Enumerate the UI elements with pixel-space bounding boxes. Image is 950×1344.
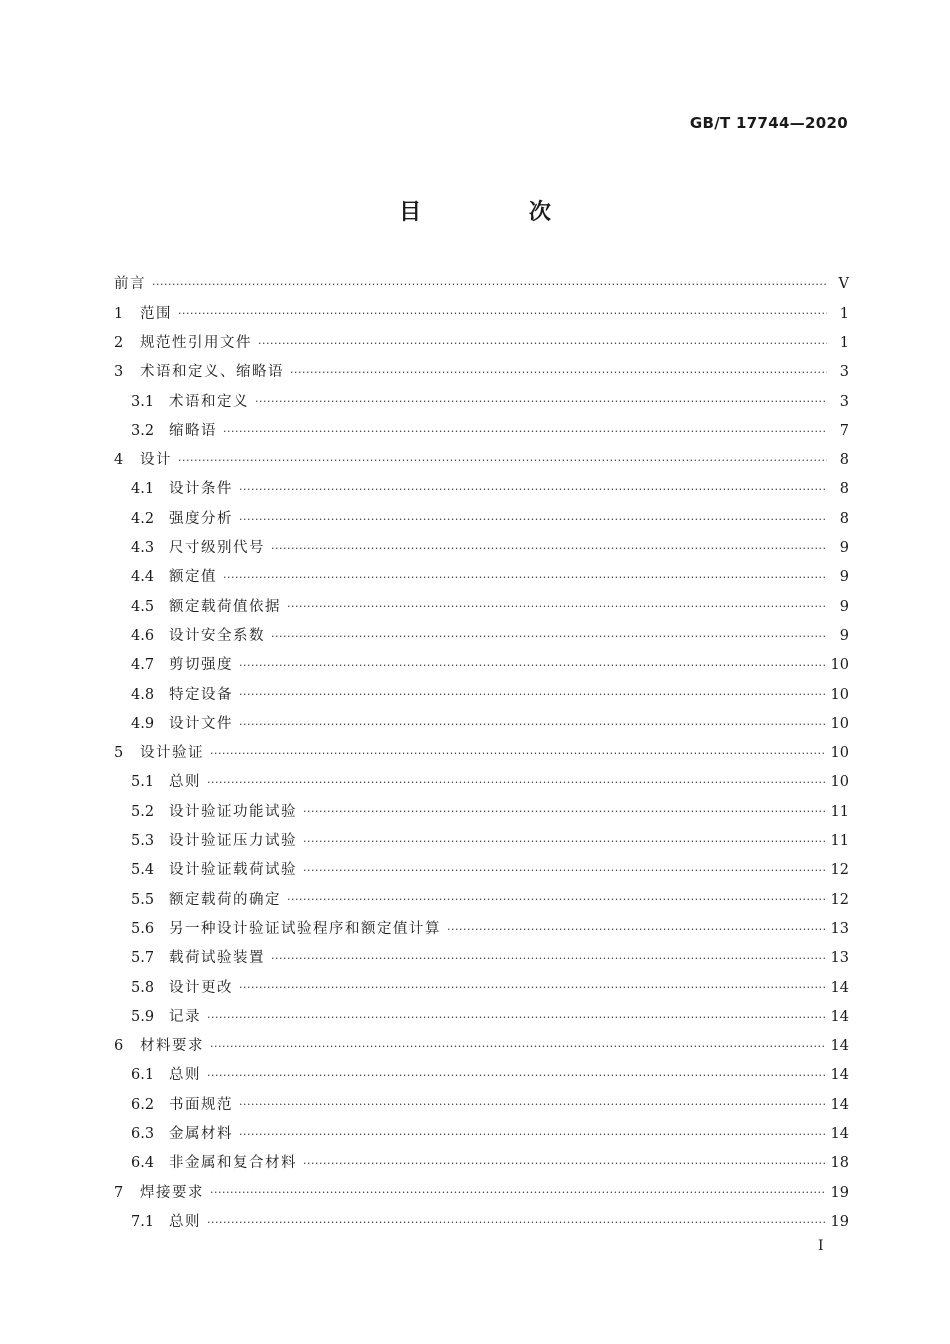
toc-entry-label: 设计验证: [140, 745, 204, 762]
toc-entry-number: 5.1: [131, 774, 155, 791]
dot-leader: [239, 1129, 825, 1140]
toc-entry-page: 10: [830, 715, 849, 732]
toc-entry-page: 14: [830, 979, 849, 996]
toc-entry-number: 5.5: [131, 891, 155, 908]
dot-leader: [239, 689, 825, 700]
dot-leader: [210, 1041, 825, 1052]
toc-entry-page: 11: [830, 803, 849, 820]
toc-entry-page: 9: [839, 598, 849, 615]
toc-entry[interactable]: [114, 1090, 849, 1119]
toc-entry-label: 额定值: [169, 569, 217, 586]
toc-entry-label: 金属材料: [169, 1126, 233, 1142]
toc-entry-page: 8: [839, 481, 849, 498]
toc-entry-number: 5.6: [131, 920, 155, 937]
toc-entry-page: 12: [830, 891, 849, 908]
dot-leader: [178, 308, 827, 319]
toc-entry-label: 焊接要求: [140, 1184, 204, 1201]
toc-entry-number: 6.1: [131, 1067, 155, 1084]
toc-entry-label: 额定载荷值依据: [169, 598, 281, 615]
toc-entry-page: 19: [830, 1213, 849, 1230]
toc-entry-page: 9: [839, 569, 849, 586]
toc-entry-number: 4.2: [131, 510, 155, 527]
toc-entry-page: 12: [830, 862, 849, 879]
toc-entry-label: 缩略语: [169, 422, 217, 439]
toc-entry-label: 范围: [140, 305, 172, 322]
toc-entry-number: 3.2: [131, 422, 155, 439]
dot-leader: [303, 1158, 825, 1169]
toc-entry[interactable]: [114, 387, 849, 416]
toc-entry[interactable]: [114, 1178, 849, 1207]
toc-entry-page: 14: [830, 1067, 849, 1084]
table-of-contents: [114, 270, 849, 1237]
dot-leader: [287, 894, 825, 905]
toc-entry-page: 1: [839, 334, 849, 351]
toc-entry-label: 设计更改: [169, 979, 233, 996]
toc-entry[interactable]: [114, 827, 849, 856]
toc-entry-number: 6.3: [131, 1126, 155, 1142]
toc-entry-label: 特定设备: [169, 686, 233, 703]
toc-entry-number: 1: [114, 305, 124, 322]
toc-entry-page: 11: [830, 833, 849, 850]
toc-entry-label: 设计验证载荷试验: [169, 862, 297, 879]
toc-entry-number: 4.5: [131, 598, 155, 615]
toc-entry[interactable]: [114, 475, 849, 504]
toc-entry-page: 14: [830, 1008, 849, 1025]
toc-entry-label: 材料要求: [140, 1038, 204, 1055]
toc-entry-label: 设计验证压力试验: [169, 833, 297, 850]
toc-entry-number: 7.1: [131, 1213, 155, 1230]
toc-entry-label: 设计: [140, 452, 172, 469]
dot-leader: [239, 514, 827, 525]
toc-entry-number: 4.3: [131, 540, 155, 557]
toc-entry-label: 总则: [169, 1067, 201, 1084]
dot-leader: [287, 601, 827, 612]
toc-entry-number: 3: [114, 364, 124, 381]
toc-entry-number: 4.1: [131, 481, 155, 498]
toc-entry-number: 6.4: [131, 1155, 155, 1172]
toc-entry[interactable]: [114, 651, 849, 680]
toc-entry[interactable]: [114, 856, 849, 885]
toc-entry-page: 10: [830, 686, 849, 703]
toc-entry[interactable]: [114, 768, 849, 797]
toc-entry-label: 另一种设计验证试验程序和额定值计算: [169, 920, 441, 937]
toc-entry-page: 9: [839, 627, 849, 644]
dot-leader: [239, 982, 825, 993]
dot-leader: [271, 953, 825, 964]
toc-entry-page: 14: [830, 1096, 849, 1113]
toc-entry-label: 前言: [114, 276, 146, 293]
toc-entry-label: 载荷试验装置: [169, 950, 265, 967]
toc-entry-number: 4: [114, 452, 124, 469]
dot-leader: [210, 1187, 825, 1198]
toc-entry-number: 5.4: [131, 862, 155, 879]
toc-entry-page: 9: [839, 540, 849, 557]
toc-entry-page: 14: [830, 1126, 849, 1142]
toc-entry[interactable]: [114, 1120, 849, 1149]
toc-entry[interactable]: [114, 270, 849, 299]
toc-entry-page: 19: [830, 1184, 849, 1201]
dot-leader: [207, 1217, 825, 1228]
dot-leader: [223, 426, 827, 437]
toc-entry-label: 额定载荷的确定: [169, 891, 281, 908]
dot-leader: [239, 660, 825, 671]
toc-entry-number: 5.7: [131, 950, 155, 967]
dot-leader: [223, 572, 827, 583]
toc-entry-label: 设计安全系数: [169, 627, 265, 644]
toc-entry-page: V: [838, 276, 849, 293]
toc-entry-label: 设计验证功能试验: [169, 803, 297, 820]
page-title: 目 次: [399, 200, 601, 225]
toc-entry-number: 4.8: [131, 686, 155, 703]
toc-entry-label: 强度分析: [169, 510, 233, 527]
toc-entry-label: 非金属和复合材料: [169, 1155, 297, 1172]
dot-leader: [239, 719, 825, 730]
toc-entry-page: 14: [830, 1038, 849, 1055]
toc-entry-page: 3: [839, 393, 849, 410]
toc-entry-page: 10: [830, 774, 849, 791]
dot-leader: [207, 1012, 825, 1023]
toc-entry-number: 4.6: [131, 627, 155, 644]
dot-leader: [303, 836, 825, 847]
toc-entry-label: 术语和定义、缩略语: [140, 364, 284, 381]
toc-entry-number: 5.2: [131, 803, 155, 820]
toc-entry[interactable]: [114, 299, 849, 328]
toc-entry[interactable]: [114, 329, 849, 358]
toc-entry[interactable]: [114, 1061, 849, 1090]
toc-entry-number: 5.3: [131, 833, 155, 850]
toc-entry-page: 3: [839, 364, 849, 381]
dot-leader: [207, 777, 825, 788]
toc-entry-number: 3.1: [131, 393, 155, 410]
toc-entry[interactable]: [114, 358, 849, 387]
toc-entry[interactable]: [114, 1032, 849, 1061]
toc-entry[interactable]: [114, 534, 849, 563]
toc-entry-number: 4.7: [131, 657, 155, 674]
toc-entry-page: 1: [839, 305, 849, 322]
toc-entry-label: 记录: [169, 1008, 201, 1025]
toc-entry-page: 8: [839, 452, 849, 469]
toc-entry[interactable]: [114, 1208, 849, 1237]
toc-entry-page: 8: [839, 510, 849, 527]
toc-entry[interactable]: [114, 709, 849, 738]
toc-entry[interactable]: [114, 944, 849, 973]
toc-entry-number: 7: [114, 1184, 124, 1201]
toc-entry[interactable]: [114, 915, 849, 944]
toc-entry-number: 5: [114, 745, 124, 762]
toc-entry[interactable]: [114, 1149, 849, 1178]
toc-entry-label: 设计文件: [169, 715, 233, 732]
toc-entry[interactable]: [114, 504, 849, 533]
dot-leader: [303, 865, 825, 876]
toc-entry-page: 10: [830, 745, 849, 762]
toc-entry-label: 总则: [169, 774, 201, 791]
dot-leader: [290, 367, 827, 378]
toc-entry[interactable]: [114, 973, 849, 1002]
toc-entry-page: 18: [830, 1155, 849, 1172]
dot-leader: [303, 806, 825, 817]
toc-entry[interactable]: [114, 563, 849, 592]
toc-entry-label: 剪切强度: [169, 657, 233, 674]
toc-entry-page: 13: [830, 920, 849, 937]
toc-entry[interactable]: [114, 416, 849, 445]
toc-entry-number: 4.9: [131, 715, 155, 732]
dot-leader: [271, 631, 827, 642]
toc-entry[interactable]: [114, 1002, 849, 1031]
toc-entry-number: 4.4: [131, 569, 155, 586]
toc-entry-page: 13: [830, 950, 849, 967]
page-number: I: [818, 1238, 824, 1254]
toc-entry[interactable]: [114, 622, 849, 651]
toc-entry-label: 术语和定义: [169, 393, 249, 410]
dot-leader: [239, 484, 827, 495]
toc-entry-number: 5.9: [131, 1008, 155, 1025]
dot-leader: [255, 396, 827, 407]
toc-entry[interactable]: [114, 592, 849, 621]
toc-entry[interactable]: [114, 885, 849, 914]
toc-entry-page: 10: [830, 657, 849, 674]
toc-entry-label: 设计条件: [169, 481, 233, 498]
toc-entry[interactable]: [114, 446, 849, 475]
toc-entry-label: 书面规范: [169, 1096, 233, 1113]
dot-leader: [271, 543, 827, 554]
toc-entry-number: 2: [114, 334, 124, 351]
dot-leader: [207, 1070, 825, 1081]
toc-entry[interactable]: [114, 680, 849, 709]
toc-entry-number: 6: [114, 1038, 124, 1055]
dot-leader: [447, 924, 825, 935]
toc-entry-number: 5.8: [131, 979, 155, 996]
dot-leader: [152, 279, 827, 290]
dot-leader: [258, 338, 827, 349]
toc-entry[interactable]: [114, 797, 849, 826]
toc-entry-label: 尺寸级别代号: [169, 540, 265, 557]
toc-entry-label: 总则: [169, 1213, 201, 1230]
toc-entry-number: 6.2: [131, 1096, 155, 1113]
toc-entry-label: 规范性引用文件: [140, 334, 252, 351]
toc-entry-page: 7: [839, 422, 849, 439]
dot-leader: [210, 748, 825, 759]
toc-entry[interactable]: [114, 739, 849, 768]
standard-code: GB/T 17744—2020: [689, 114, 848, 132]
dot-leader: [239, 1099, 825, 1110]
dot-leader: [178, 455, 827, 466]
